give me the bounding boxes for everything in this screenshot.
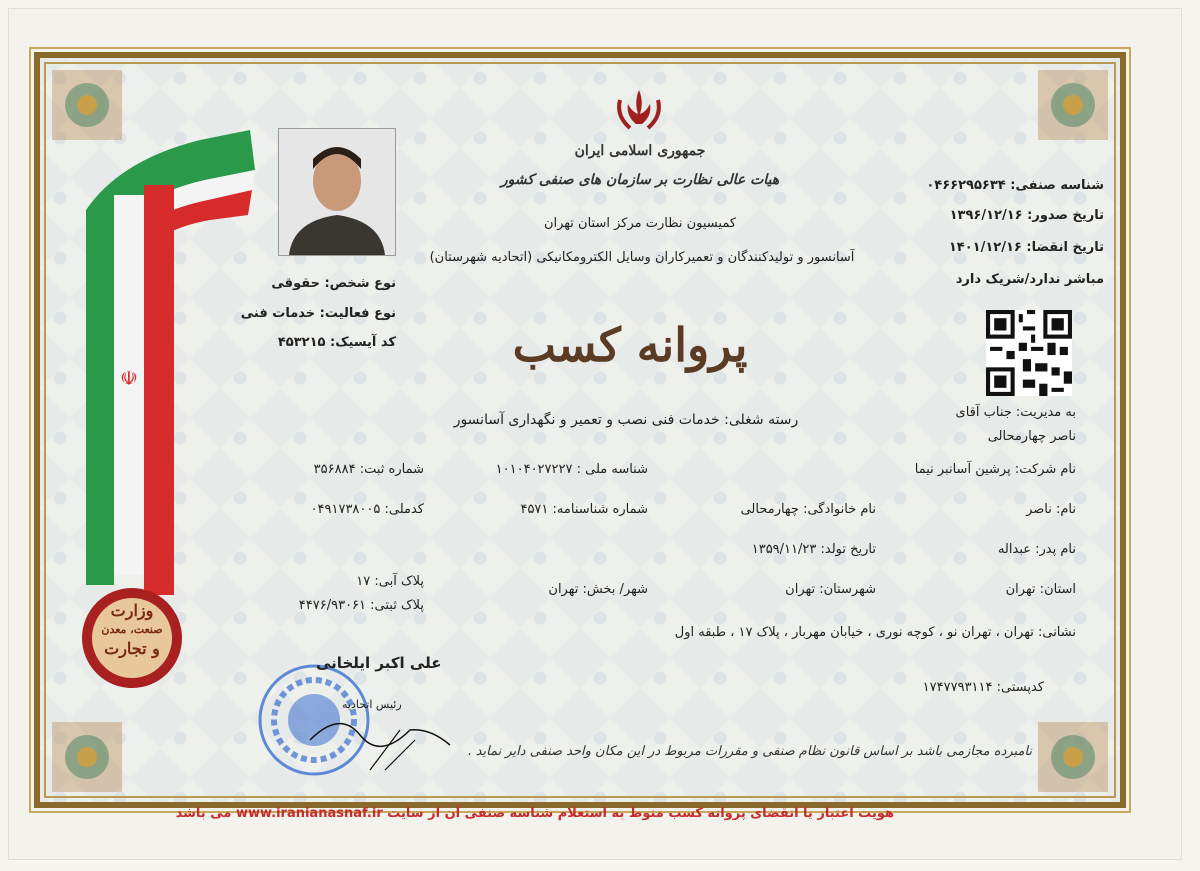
corner-ornament-bottom-left [52, 722, 122, 792]
management-label: به مدیریت: جناب آقای [955, 405, 1076, 420]
id-number: شماره شناسنامه: ۴۵۷۱ [520, 502, 648, 517]
postal-code: کدپستی: ۱۷۴۷۷۹۳۱۱۴ [922, 680, 1044, 695]
union-title: آسانسور و تولیدکنندگان و تعمیرکاران وسایل الکترومکانیکی (اتحادیه شهرستان) [429, 250, 855, 265]
permission-note: نامبرده مجازمی باشد بر اساس قانون نظام صنفی و مقررات مربوط در این مکان واحد صنفی دایر نماید . [467, 744, 1032, 759]
corner-ornament-top-right [1038, 70, 1108, 140]
registration-number: شماره ثبت: ۳۵۶۸۸۴ [313, 462, 424, 477]
isic-code: کد آیسیک: ۴۵۳۲۱۵ [277, 335, 396, 350]
plate-registered: پلاک ثبتی: ۴۴۷۶/۹۳۰۶۱ [298, 598, 424, 613]
seal-line-3: و تجارت [104, 639, 160, 658]
flag-ribbon-icon [80, 120, 260, 600]
national-code: کدملی: ۰۴۹۱۷۳۸۰۰۵ [310, 502, 424, 517]
guild-id: شناسه صنفی: ۰۴۶۶۲۹۵۶۳۴ [926, 178, 1104, 193]
address: نشانی: تهران ، تهران نو ، کوچه نوری ، خیابان مهربار ، پلاک ۱۷ ، طبقه اول [674, 625, 1076, 640]
company-national-id: شناسه ملی : ۱۰۱۰۴۰۲۷۲۲۷ [495, 462, 648, 477]
city: شهر/ بخش: تهران [548, 582, 648, 597]
profession-line: رسته شغلی: خدمات فنی نصب و تعمیر و نگهداری آسانسور [453, 412, 799, 428]
signatory-name: علی اکبر ایلخانی [316, 654, 442, 672]
province: استان: تهران [1005, 582, 1076, 597]
expiry-date: تاریخ انقضا: ۱۴۰۱/۱۲/۱۶ [948, 240, 1104, 255]
issue-date: تاریخ صدور: ۱۳۹۶/۱۲/۱۶ [949, 208, 1104, 223]
commission-title: کمیسیون نظارت مرکز استان تهران [543, 216, 737, 231]
qr-code-icon [986, 310, 1072, 396]
corner-ornament-bottom-right [1038, 722, 1108, 792]
board-title: هیات عالی نظارت بر سازمان های صنفی کشور [500, 172, 780, 188]
partner-status: مباشر ندارد/شریک دارد [955, 272, 1104, 287]
signature-icon [300, 700, 460, 780]
page-title: پروانه کسب [512, 318, 748, 372]
company-name: نام شرکت: پرشین آسانبر نیما [914, 462, 1076, 477]
county: شهرستان: تهران [785, 582, 876, 597]
person-type: نوع شخص: حقوقی [271, 276, 396, 291]
footer-validity-note: هویت اعتبار یا انقضای پروانه کسب منوط به استعلام شناسه صنفی آن از سایت www.iranianasnaf.ir می باشد [175, 806, 894, 821]
ministry-seal-text [80, 600, 184, 660]
seal-line-2: صنعت، معدن [101, 623, 163, 636]
seal-line-1: وزارت [110, 601, 154, 620]
republic-title: جمهوری اسلامی ایران [574, 143, 706, 159]
svg-text:☫: ☫ [120, 366, 138, 390]
first-name: نام: ناصر [1026, 502, 1076, 517]
plate-blue: پلاک آبی: ۱۷ [356, 574, 424, 589]
activity-type: نوع فعالیت: خدمات فنی [240, 306, 396, 321]
manager-name: ناصر چهارمحالی [987, 429, 1076, 444]
iran-emblem-icon [614, 86, 664, 132]
last-name: نام خانوادگی: چهارمحالی [740, 502, 876, 517]
holder-photo [278, 128, 396, 256]
father-name: نام پدر: عبداله [997, 542, 1076, 557]
signatory-title: رئیس اتحادیه [342, 698, 402, 711]
birth-date: تاریخ تولد: ۱۳۵۹/۱۱/۲۳ [751, 542, 876, 557]
